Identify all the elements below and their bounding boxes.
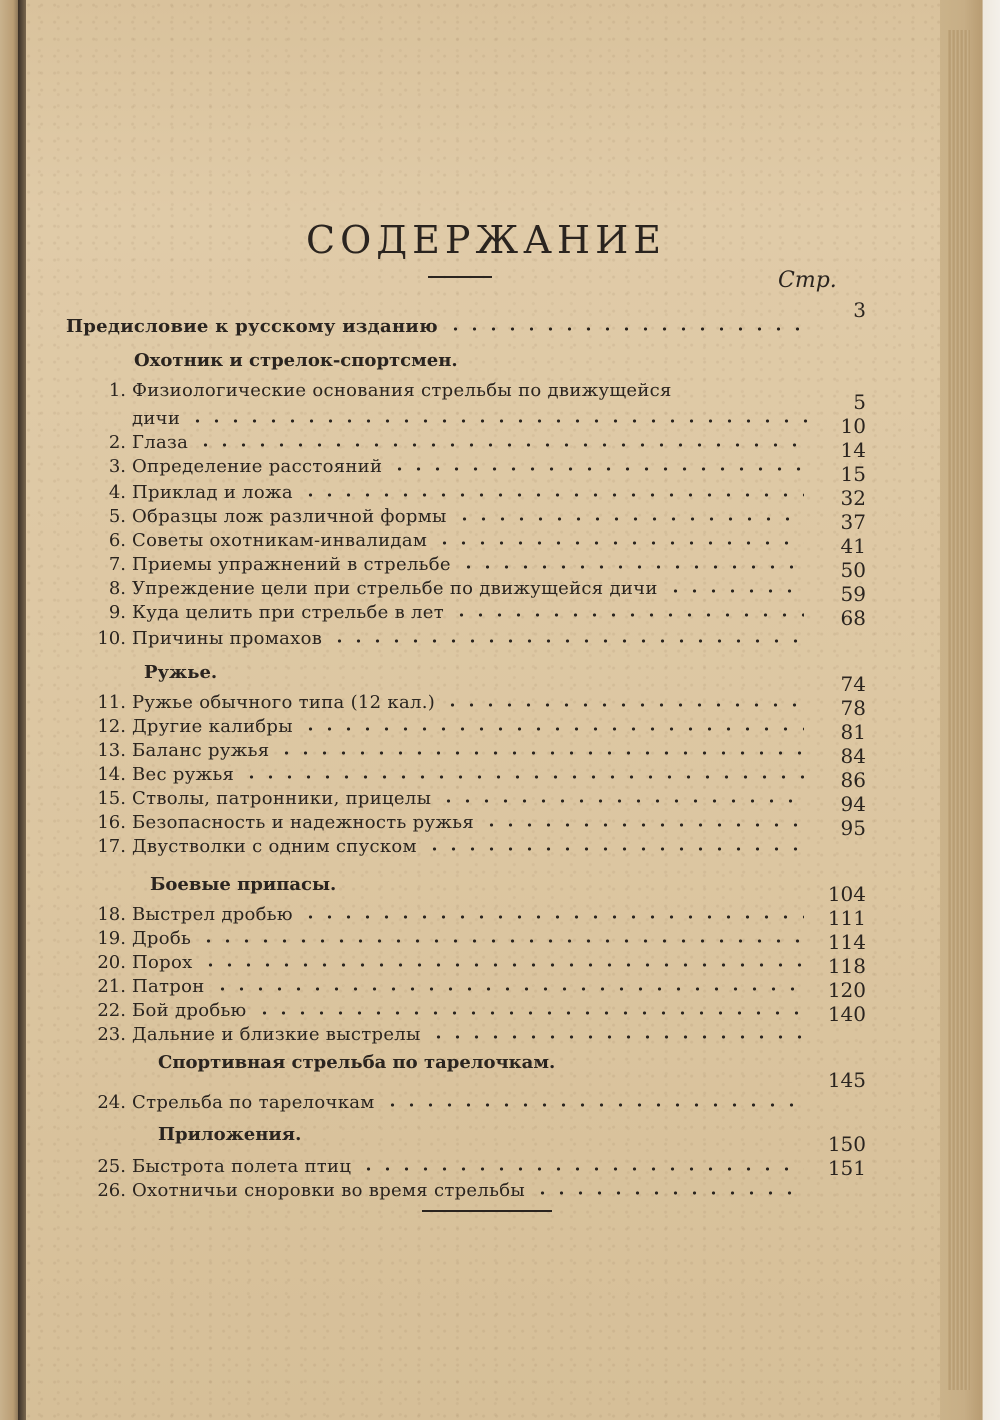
toc-entry — [78, 900, 808, 926]
page-number: 3 — [853, 298, 866, 322]
toc-entry-text: Образцы лож различной формы — [132, 506, 447, 527]
page-number: 150 — [827, 1132, 866, 1156]
page-number: 145 — [827, 1068, 866, 1092]
toc-entry — [78, 1020, 808, 1046]
dot-leader — [429, 1032, 804, 1042]
toc-entry-text: Выстрел дробью — [132, 904, 293, 925]
toc-entry — [78, 760, 808, 786]
toc-entry — [78, 376, 838, 402]
page-number: 118 — [827, 954, 866, 978]
page-number: 111 — [827, 906, 866, 930]
toc-entry — [78, 1152, 808, 1178]
page-number: 74 — [840, 672, 866, 696]
entry-number: 3. — [108, 456, 126, 477]
toc-entry-text: Приклад и ложа — [132, 482, 293, 503]
toc-entry-text: Глаза — [132, 432, 189, 453]
entry-number: 23. — [97, 1024, 126, 1045]
toc-entry-text: Патрон — [132, 976, 205, 997]
toc-entry-text: Стволы, патронники, прицелы — [132, 788, 432, 809]
page-number: 151 — [827, 1156, 866, 1180]
toc-entry-text: Ружье обычного типа (12 кал.) — [132, 692, 436, 713]
toc-entry-preface — [66, 312, 808, 338]
page-column-header: Стр. — [778, 268, 837, 293]
page-number: 41 — [840, 534, 866, 558]
toc-entry — [78, 574, 808, 600]
entry-number: 1. — [108, 380, 126, 401]
entry-number: 2. — [108, 432, 126, 453]
entry-number: 19. — [97, 928, 126, 949]
toc-entry — [78, 428, 808, 454]
toc-entry — [78, 948, 808, 974]
page-number: 14 — [840, 438, 866, 462]
toc-entry-text: Быстрота полета птиц — [132, 1156, 352, 1177]
table-of-contents — [26, 0, 946, 1420]
entry-number: 9. — [108, 602, 126, 623]
toc-entry — [78, 1088, 808, 1114]
toc-entry-text: Куда целить при стрельбе в лет — [132, 602, 444, 623]
book-page — [26, 0, 946, 1420]
toc-entry-text: Другие калибры — [132, 716, 293, 737]
toc-entry-text: Причины промахов — [132, 628, 323, 649]
entry-number: 7. — [108, 554, 126, 575]
toc-entry — [78, 808, 808, 834]
toc-entry — [78, 832, 808, 858]
toc-entry-text: Физиологические основания стрельбы по движущейся — [132, 380, 672, 401]
dot-leader — [383, 1100, 804, 1110]
page-number: 114 — [827, 930, 866, 954]
toc-entry — [78, 784, 808, 810]
dot-leader — [213, 984, 804, 994]
entry-number: 21. — [97, 976, 126, 997]
dot-leader — [425, 844, 804, 854]
page-number: 59 — [840, 582, 866, 606]
toc-entry-text: Приемы упражнений в стрельбе — [132, 554, 451, 575]
dot-leader — [301, 724, 804, 734]
page-number: 68 — [840, 606, 866, 630]
toc-entry — [78, 996, 808, 1022]
dot-leader — [435, 538, 804, 548]
entry-number: 17. — [97, 836, 126, 857]
page-number: 140 — [827, 1002, 866, 1026]
entry-number: 24. — [97, 1092, 126, 1113]
page-title: СОДЕРЖАНИЕ — [306, 218, 666, 262]
page-stack — [948, 30, 970, 1390]
toc-entry-text: Дробь — [132, 928, 192, 949]
toc-entry — [78, 478, 808, 504]
dot-leader — [443, 700, 804, 710]
dot-leader — [459, 562, 804, 572]
page-number: 10 — [840, 414, 866, 438]
toc-entry — [78, 688, 808, 714]
dot-leader — [196, 440, 804, 450]
section-heading: Охотник и стрелок-спортсмен. — [134, 350, 458, 371]
dot-leader — [199, 936, 804, 946]
entry-number: 14. — [97, 764, 126, 785]
toc-entry — [78, 598, 808, 624]
entry-number: 22. — [97, 1000, 126, 1021]
dot-leader — [533, 1188, 804, 1198]
page-number: 5 — [853, 390, 866, 414]
toc-entry-text: Дальние и близкие выстрелы — [132, 1024, 421, 1045]
page-number: 120 — [827, 978, 866, 1002]
toc-entry-continuation — [84, 404, 814, 430]
toc-entry-text: Предисловие к русскому изданию — [66, 316, 438, 337]
dot-leader — [439, 796, 804, 806]
dot-leader — [188, 416, 810, 426]
toc-entry-text: Двустволки с одним спуском — [132, 836, 417, 857]
entry-number: 11. — [97, 692, 126, 713]
dot-leader — [201, 960, 804, 970]
toc-entry — [78, 452, 808, 478]
page-number: 15 — [840, 462, 866, 486]
page-number: 81 — [840, 720, 866, 744]
dot-leader — [242, 772, 804, 782]
dot-leader — [446, 324, 804, 334]
section-heading: Спортивная стрельба по тарелочкам. — [158, 1052, 556, 1073]
dot-leader — [390, 464, 804, 474]
toc-entry — [78, 550, 808, 576]
closing-rule — [422, 1210, 552, 1212]
entry-number: 6. — [108, 530, 126, 551]
toc-entry — [78, 502, 808, 528]
toc-entry — [78, 736, 808, 762]
page-number: 84 — [840, 744, 866, 768]
page-number: 86 — [840, 768, 866, 792]
dot-leader — [301, 912, 804, 922]
toc-entry-text: Порох — [132, 952, 193, 973]
toc-entry — [78, 526, 808, 552]
page-number: 95 — [840, 816, 866, 840]
toc-entry-text: Советы охотникам-инвалидам — [132, 530, 428, 551]
entry-number: 13. — [97, 740, 126, 761]
page-number: 78 — [840, 696, 866, 720]
entry-number: 20. — [97, 952, 126, 973]
entry-number: 4. — [108, 482, 126, 503]
dot-leader — [455, 514, 804, 524]
entry-number: 15. — [97, 788, 126, 809]
toc-entry — [78, 972, 808, 998]
entry-number: 8. — [108, 578, 126, 599]
dot-leader — [255, 1008, 804, 1018]
dot-leader — [482, 820, 804, 830]
entry-number: 18. — [97, 904, 126, 925]
toc-entry-text: Баланс ружья — [132, 740, 270, 761]
toc-entry — [78, 924, 808, 950]
toc-entry-text: Вес ружья — [132, 764, 235, 785]
entry-number: 25. — [97, 1156, 126, 1177]
dot-leader — [359, 1164, 804, 1174]
toc-entry-text: дичи — [132, 408, 181, 429]
page-number: 50 — [840, 558, 866, 582]
section-heading: Ружье. — [144, 662, 218, 683]
toc-entry — [78, 624, 808, 650]
entry-number: 5. — [108, 506, 126, 527]
dot-leader — [277, 748, 804, 758]
entry-number: 10. — [97, 628, 126, 649]
page-edges — [940, 0, 1000, 1420]
page-number: 104 — [827, 882, 866, 906]
dot-leader — [452, 610, 804, 620]
toc-entry-text: Охотничьи сноровки во время стрельбы — [132, 1180, 525, 1201]
toc-entry-text: Стрельба по тарелочкам — [132, 1092, 375, 1113]
toc-entry — [78, 712, 808, 738]
section-heading: Боевые припасы. — [150, 874, 337, 895]
dot-leader — [666, 586, 804, 596]
toc-entry-text: Определение расстояний — [132, 456, 383, 477]
entry-number: 16. — [97, 812, 126, 833]
page-number: 32 — [840, 486, 866, 510]
entry-number: 26. — [97, 1180, 126, 1201]
toc-entry — [78, 1176, 808, 1202]
toc-entry-text: Бой дробью — [132, 1000, 247, 1021]
section-heading: Приложения. — [158, 1124, 302, 1145]
toc-entry-text: Безопасность и надежность ружья — [132, 812, 475, 833]
dot-leader — [301, 490, 804, 500]
toc-entry-text: Упреждение цели при стрельбе по движущейся дичи — [132, 578, 658, 599]
page-number: 94 — [840, 792, 866, 816]
dot-leader — [330, 636, 804, 646]
entry-number: 12. — [97, 716, 126, 737]
page-number: 37 — [840, 510, 866, 534]
